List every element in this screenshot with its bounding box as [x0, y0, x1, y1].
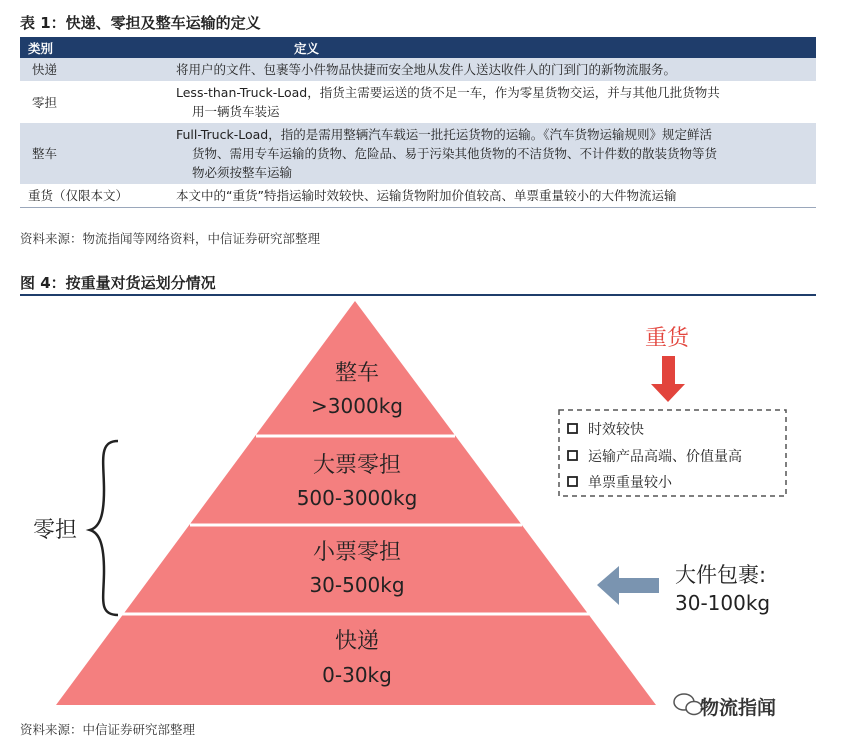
large-parcel-title: 大件包裹: [675, 563, 767, 587]
heavy-feature: 单票重量较小 [588, 475, 672, 491]
definition-line: 货物、需用专车运输的货物、危险品、易于污染其他货物的不洁货物、不计件数的散装货物等货 [192, 146, 718, 161]
wechat-logo-icon [674, 694, 702, 715]
table-source: 资料来源：物流指闻等网络资料，中信证券研究部整理 [20, 231, 321, 246]
definition-line: 物必须按整车运输 [192, 165, 293, 180]
heavy-feature: 时效较快 [588, 422, 644, 438]
brace-label: 零担 [32, 518, 78, 543]
header-definition: 定义 [158, 37, 816, 58]
large-parcel-range: 30-100kg [675, 591, 771, 615]
row-category: 重货（仅限本文） [20, 184, 158, 208]
definition-line: Less-than-Truck-Load，指货主需要运送的货不足一车，作为零星货物交运，并与其他几批货物共 [176, 85, 720, 100]
definition-line: 将用户的文件、包裹等小件物品快捷而安全地从发件人送达收件人的门到门的新物流服务。 [176, 62, 677, 77]
checkbox-icon [568, 477, 577, 486]
definition-line: 用一辆货车装运 [192, 104, 280, 119]
watermark-text: 物流指闻 [700, 697, 777, 719]
tier-range: >3000kg [311, 394, 403, 418]
figure-source: 资料来源：中信证券研究部整理 [20, 722, 196, 737]
heavy-feature: 运输产品高端、价值量高 [588, 449, 742, 465]
left-arrow-icon [597, 566, 659, 605]
brace-icon [90, 441, 118, 615]
down-arrow-icon [651, 356, 685, 402]
tier-name: 快递 [334, 629, 380, 654]
checkbox-icon [568, 424, 577, 433]
row-category: 整车 [20, 123, 158, 184]
tier-name: 大票零担 [312, 453, 402, 478]
definition-line: 本文中的“重货”特指运输时效较快、运输货物附加价值较高、单票重量较小的大件物流运输 [176, 188, 677, 203]
row-category: 快递 [20, 58, 158, 81]
tier-name: 小票零担 [312, 540, 402, 565]
figure-caption: 图 4：按重量对货运划分情况 [20, 274, 216, 292]
row-category: 零担 [32, 94, 58, 110]
tier-range: 500-3000kg [296, 486, 418, 510]
table-caption: 表 1：快递、零担及整车运输的定义 [20, 14, 261, 32]
tier-range: 0-30kg [322, 663, 392, 687]
tier-range: 30-500kg [309, 573, 405, 597]
heavy-title: 重货 [644, 326, 690, 351]
checkbox-icon [568, 451, 577, 460]
tier-name: 整车 [334, 361, 380, 386]
definition-line: Full-Truck-Load，指的是需用整辆汽车载运一批托运货物的运输。《汽车货物运输规则》规定鲜活 [176, 127, 712, 142]
header-category: 类别 [20, 37, 158, 58]
